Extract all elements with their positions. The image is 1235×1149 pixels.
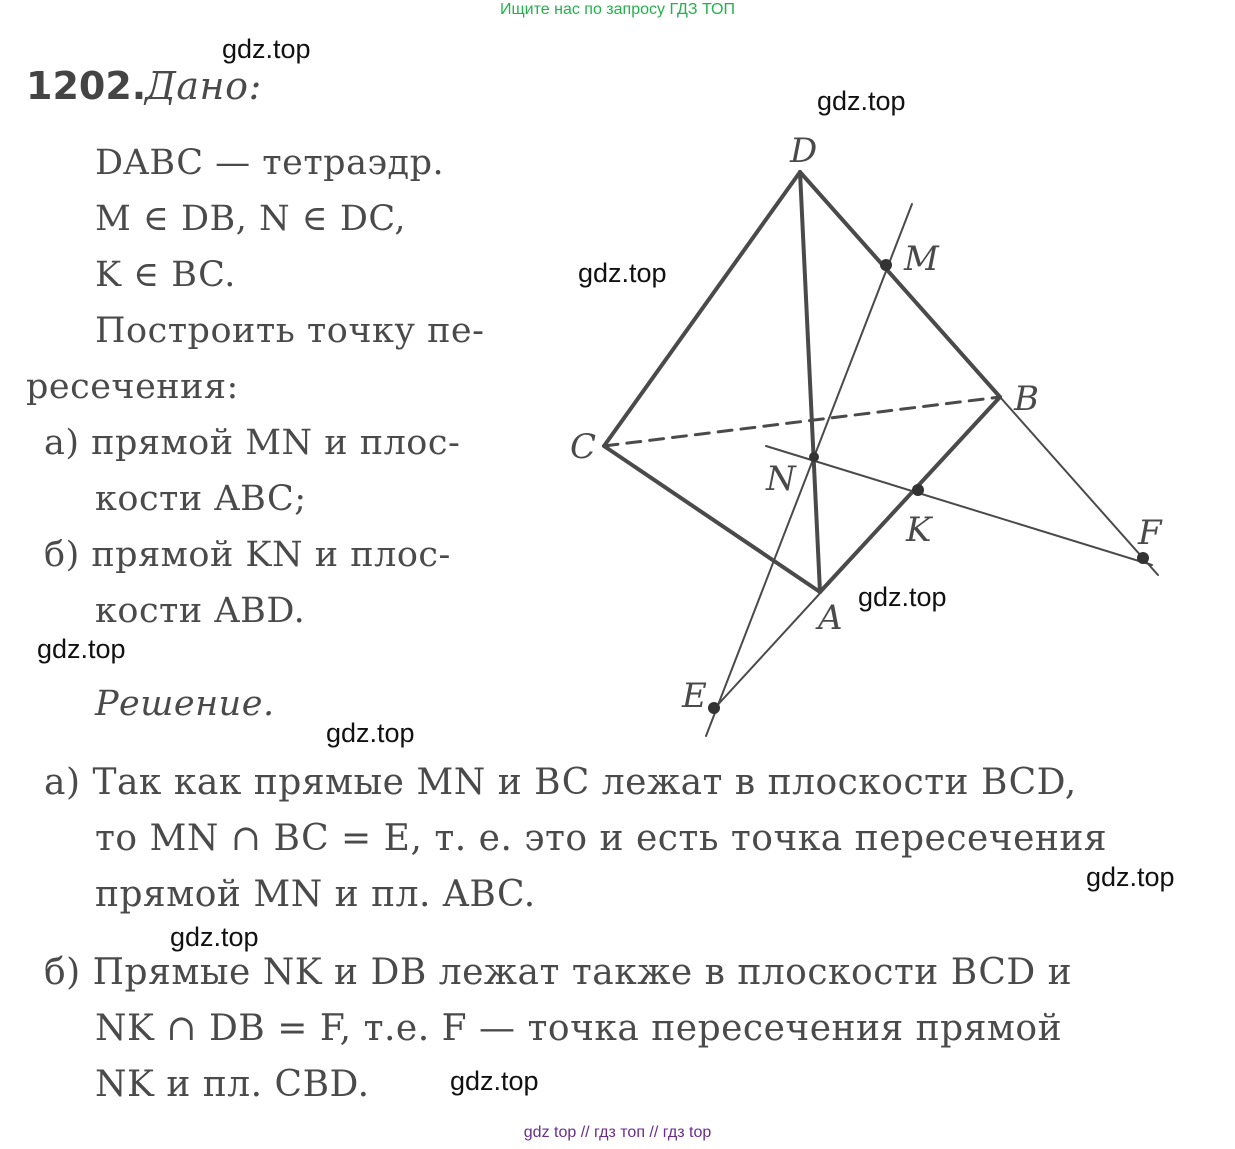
watermark: gdz.top [817,86,906,116]
solution-line: NK и пл. CBD. [95,1064,370,1105]
label-D: D [790,131,818,171]
task-line: Построить точку пе- [95,311,485,351]
solution-line: то MN ∩ BC = E, т. е. это и есть точка пересечения [95,818,1108,859]
solution-label: Решение. [95,684,275,724]
task-line: кости ABC; [95,479,307,519]
watermark: gdz.top [37,634,126,664]
label-E: E [682,676,707,716]
watermark: gdz.top [222,34,311,64]
given-label: Дано: [145,64,262,108]
watermark: gdz.top [1086,862,1175,892]
point-E [708,702,720,714]
watermark: gdz.top [578,258,667,288]
watermark: gdz.top [858,582,947,612]
label-F: F [1138,513,1162,553]
solution-line: прямой MN и пл. ABC. [95,874,536,915]
edge-DC [604,172,800,446]
label-K: K [906,510,932,550]
edge-CB-hidden [604,397,1000,446]
edge-DB [800,172,1000,397]
label-B: B [1014,379,1039,419]
edge-DA [800,172,820,592]
given-line: DABC — тетраэдр. [95,143,445,183]
label-N: N [766,459,796,499]
given-line: K ∈ BC. [95,255,236,295]
point-K [912,484,924,496]
line-DB-extended [1000,397,1158,575]
line-BE [713,397,1000,710]
line-MN-extended [706,204,912,736]
label-A: A [818,598,843,638]
solution-line: NK ∩ DB = F, т.е. F — точка пересечения прямой [95,1008,1063,1049]
label-M: M [904,239,939,279]
task-line: б) прямой KN и плос- [44,535,451,575]
footer: gdz top // гдз топ // гдз top [523,1124,712,1141]
label-C: C [570,427,597,467]
point-F [1137,552,1149,564]
search-banner: Ищите нас по запросу ГДЗ ТОП [500,1,735,18]
watermark: gdz.top [450,1066,539,1096]
point-M [880,259,892,271]
problem-number: 1202. [26,64,147,108]
task-line: кости ABD. [95,591,306,631]
line-NK-extended [766,446,1152,565]
solution-line: а) Так как прямые MN и BC лежат в плоскости BCD, [44,762,1077,803]
given-line: M ∈ DB, N ∈ DC, [95,199,407,239]
solution-line: б) Прямые NK и DB лежат также в плоскости BCD и [44,952,1073,993]
point-N [809,452,819,462]
task-line: а) прямой MN и плос- [44,423,461,463]
watermark: gdz.top [170,922,259,952]
task-line: ресечения: [26,367,239,407]
watermark: gdz.top [326,718,415,748]
